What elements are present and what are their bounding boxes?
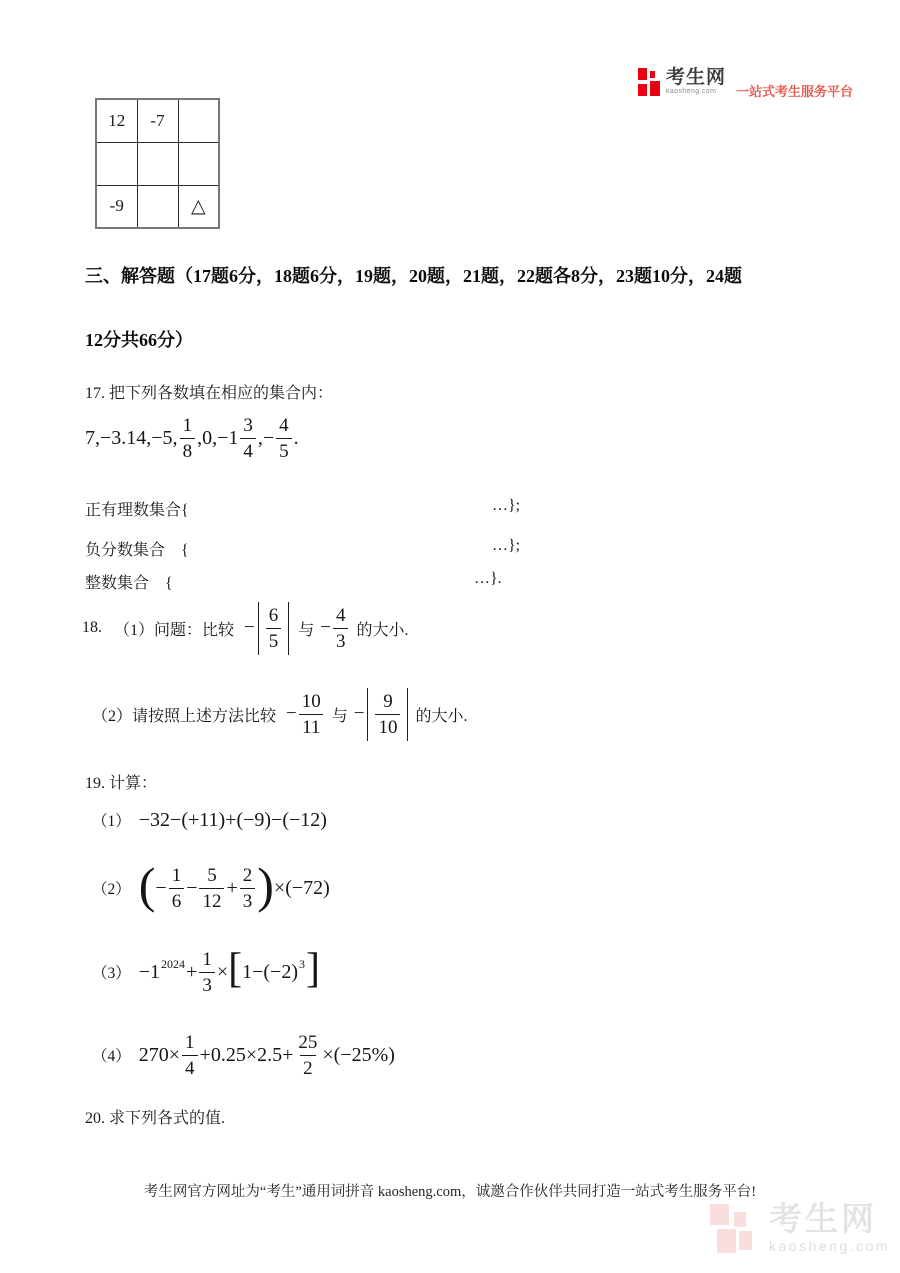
fraction bbox=[240, 866, 256, 911]
fraction-numerator: 9 bbox=[383, 690, 393, 712]
grid-cell-triangle: △ bbox=[178, 185, 219, 228]
watermark-text bbox=[769, 1202, 890, 1254]
fraction-denominator: 5 bbox=[276, 438, 292, 461]
q17-title: 17. 把下列各数填在相应的集合内： bbox=[85, 385, 334, 402]
question-number: 18. bbox=[82, 619, 102, 636]
grid-cell bbox=[178, 142, 219, 185]
fraction bbox=[169, 866, 185, 911]
expression-part: +0.25×2.5+ bbox=[199, 1043, 294, 1066]
part-tail: 的大小. bbox=[415, 707, 468, 725]
footer-note: 考生网官方网址为“考生”通用词拼音 kaosheng.com，诚邀合作伙伴共同打造一站式考生服务平台! bbox=[143, 1184, 757, 1200]
q19-title: 19. 计算： bbox=[85, 775, 158, 792]
number-list-part: 7,−3.14,−5, bbox=[85, 426, 178, 449]
expression-tail: ×(−72) bbox=[273, 876, 330, 899]
fraction-numerator: 1 bbox=[182, 414, 193, 436]
watermark-logo-icon bbox=[708, 1202, 760, 1258]
grid-cell: 12 bbox=[96, 99, 137, 142]
grid-cell: -9 bbox=[96, 185, 137, 228]
item-label: （4） bbox=[92, 1048, 131, 1065]
brand-domain: kaosheng.com bbox=[666, 88, 717, 95]
grid-cell bbox=[96, 142, 137, 185]
fraction-denominator: 2 bbox=[300, 1055, 316, 1078]
q19-expr3 bbox=[92, 941, 320, 1003]
fraction bbox=[333, 606, 349, 651]
fraction-denominator: 5 bbox=[266, 628, 282, 651]
expression-lead: −1 bbox=[138, 960, 161, 983]
minus-sign: − bbox=[353, 703, 365, 724]
fraction-denominator: 10 bbox=[375, 714, 400, 737]
section-heading-line1: 三、解答题（17题6分，18题6分，19题，20题，21题，22题各8分，23题10分，24题 bbox=[85, 266, 742, 286]
fraction-numerator: 1 bbox=[202, 948, 212, 970]
q18-part2 bbox=[92, 684, 467, 744]
table-row bbox=[96, 185, 219, 228]
fraction-numerator: 6 bbox=[268, 604, 279, 626]
fraction bbox=[266, 606, 282, 651]
minus-sign: − bbox=[244, 617, 255, 638]
number-list-part: ,− bbox=[257, 426, 275, 449]
set-label-positive-rationals: 正有理数集合{ bbox=[85, 502, 189, 519]
fraction bbox=[199, 950, 215, 995]
left-bracket: [ bbox=[228, 946, 243, 992]
q17-number-list bbox=[85, 412, 299, 464]
item-label: （3） bbox=[92, 965, 131, 982]
fraction-numerator: 3 bbox=[243, 414, 253, 436]
fraction-denominator: 4 bbox=[240, 438, 256, 461]
fraction-numerator: 25 bbox=[298, 1031, 318, 1053]
section-heading-line2: 12分共66分） bbox=[85, 330, 193, 350]
fraction bbox=[199, 866, 224, 911]
comparison-conjunction: 与 bbox=[298, 621, 315, 639]
grid-cell bbox=[178, 99, 219, 142]
fraction-denominator: 12 bbox=[199, 888, 224, 911]
logo-text bbox=[666, 68, 726, 96]
fraction bbox=[276, 416, 292, 461]
grid-cell bbox=[137, 142, 178, 185]
fraction bbox=[299, 692, 324, 737]
minus-sign: − bbox=[320, 617, 331, 638]
fraction bbox=[182, 1033, 198, 1078]
expression: −32−(+11)+(−9)−(−12) bbox=[138, 808, 327, 831]
table-row bbox=[96, 142, 219, 185]
left-paren: ( bbox=[138, 857, 156, 913]
plus-sign: + bbox=[186, 960, 198, 983]
q19-expr4 bbox=[92, 1026, 395, 1084]
fraction-numerator: 2 bbox=[242, 864, 253, 886]
set-tail-negative-fractions: …}; bbox=[492, 537, 521, 554]
fraction bbox=[375, 692, 400, 737]
set-tail-integers: …}. bbox=[474, 570, 502, 587]
brand-tagline: 一站式考生服务平台 bbox=[736, 84, 854, 99]
item-label: （1） bbox=[92, 813, 131, 830]
fraction-denominator: 3 bbox=[333, 628, 349, 651]
fraction bbox=[240, 416, 256, 461]
fraction-denominator: 6 bbox=[169, 888, 185, 911]
item-label: （2） bbox=[92, 881, 131, 898]
grid-cell bbox=[137, 185, 178, 228]
header-logo bbox=[638, 68, 853, 100]
right-paren: ) bbox=[257, 857, 274, 913]
absolute-value bbox=[258, 602, 290, 655]
exponent: 2024 bbox=[161, 956, 186, 971]
watermark-logo bbox=[708, 1202, 890, 1258]
number-list-part: ,0,−1 bbox=[197, 426, 239, 449]
expression-part: 270× bbox=[138, 1043, 181, 1066]
fraction-denominator: 3 bbox=[199, 972, 215, 995]
brand-name: 考生网 bbox=[666, 67, 727, 88]
fraction-numerator: 10 bbox=[301, 690, 321, 712]
table-row bbox=[96, 99, 219, 142]
watermark-domain: kaosheng.com bbox=[769, 1238, 891, 1254]
fraction-numerator: 1 bbox=[185, 1031, 195, 1053]
set-label-negative-fractions: 负分数集合 { bbox=[85, 542, 189, 559]
fraction-numerator: 1 bbox=[171, 864, 182, 886]
fraction bbox=[180, 416, 196, 461]
minus-sign: − bbox=[155, 876, 167, 899]
set-tail-positive-rationals: …}; bbox=[492, 497, 521, 514]
number-list-part: . bbox=[293, 426, 299, 449]
part-label: （2）请按照上述方法比较 bbox=[92, 707, 277, 725]
set-label-integers: 整数集合 { bbox=[85, 575, 173, 592]
kaosheng-logo-icon bbox=[638, 68, 661, 96]
exponent: 3 bbox=[299, 956, 305, 971]
watermark-brand: 考生网 bbox=[769, 1200, 877, 1237]
part-tail: 的大小. bbox=[356, 621, 409, 639]
fraction-denominator: 11 bbox=[299, 714, 323, 737]
fraction-numerator: 5 bbox=[207, 864, 217, 886]
fraction-denominator: 8 bbox=[180, 438, 196, 461]
number-grid-table bbox=[95, 98, 220, 229]
minus-sign: − bbox=[186, 876, 198, 899]
plus-sign: + bbox=[226, 876, 238, 899]
fraction-denominator: 4 bbox=[182, 1055, 198, 1078]
q18-part1 bbox=[82, 598, 408, 658]
q19-expr2 bbox=[92, 855, 330, 921]
fraction bbox=[295, 1033, 320, 1078]
absolute-value bbox=[367, 688, 408, 741]
right-bracket: ] bbox=[306, 946, 320, 992]
q19-expr1 bbox=[92, 803, 327, 837]
q20-title: 20. 求下列各式的值. bbox=[85, 1110, 226, 1127]
expression-part: ×(−25%) bbox=[322, 1043, 395, 1066]
grid-cell: -7 bbox=[137, 99, 178, 142]
fraction-denominator: 3 bbox=[240, 888, 256, 911]
comparison-conjunction: 与 bbox=[331, 707, 348, 725]
fraction-numerator: 4 bbox=[335, 604, 346, 626]
fraction-numerator: 4 bbox=[279, 414, 289, 436]
minus-sign: − bbox=[286, 703, 297, 724]
times-sign: × bbox=[216, 960, 229, 983]
expression-inner: 1−(−2) bbox=[242, 960, 298, 983]
part-label: （1）问题：比较 bbox=[114, 621, 235, 639]
